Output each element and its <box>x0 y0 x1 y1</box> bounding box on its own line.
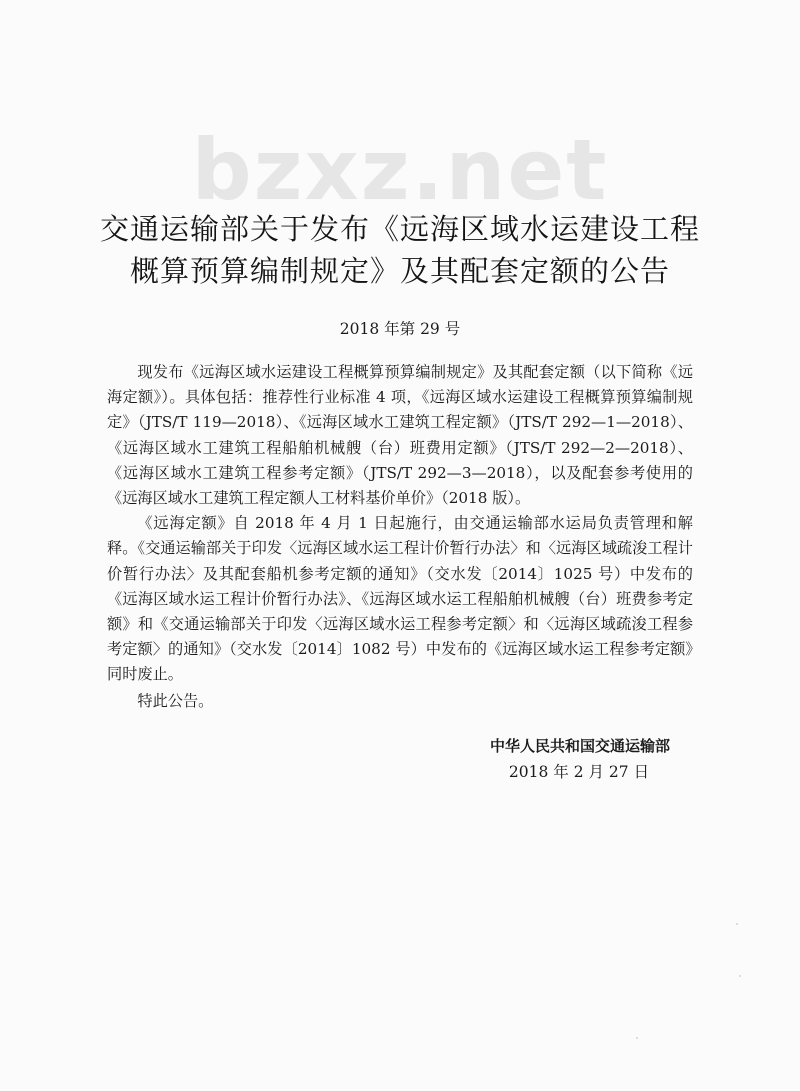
announcement-body <box>107 360 693 714</box>
paragraph-scope: 现发布《远海区域水运建设工程概算预算编制规定》及其配套定额（以下简称《远海定额》）。具体包括：推荐性行业标准 4 项，《远海区域水运建设工程概算预算编制规定》（JTS/T 119—2018）、《远海区域水工建筑工程定额》（JTS/T 292—1—2018）、《远海区域水工建筑工程船舶机械艘（台）班费用定额》（JTS/T 292—2—2018）、《远海区域水工建筑工程参考定额》（JTS/T 292—3—2018），以及配套参考使用的《远海区域水工建筑工程定额人工材料基价单价》（2018 版）。 <box>107 363 693 508</box>
signature-block <box>400 733 700 785</box>
scan-speck <box>636 1037 638 1039</box>
title-line-2: 概算预算编制规定》及其配套定额的公告 <box>129 254 670 288</box>
paragraph-closing: 特此公告。 <box>137 691 214 710</box>
announcement-title <box>0 208 800 292</box>
scan-speck <box>739 975 741 977</box>
issuing-authority: 中华人民共和国交通运输部 <box>489 737 670 755</box>
scan-speck <box>736 923 738 925</box>
title-line-1: 交通运输部关于发布《远海区域水运建设工程 <box>99 212 700 246</box>
watermark-logo: bzxz.net <box>191 121 609 219</box>
paragraph-effective-date: 《远海定额》自 2018 年 4 月 1 日起施行，由交通运输部水运局负责管理和解释。《交通运输部关于印发〈远海区域水运工程计价暂行办法〉和〈远海区域疏浚工程计价暂行办法〉及其配套船机参考定额的通知》（交水发〔2014〕1025 号）中发布的《远海区域水运工程计价暂行办法》、《远海区域水运工程船舶机械艘（台）班费参考定额》和《交通运输部关于印发〈远海区域水运工程参考定额〉和〈远海区域疏浚工程参考定额〉的通知》（交水发〔2014〕1082 号）中发布的《远海区域水运工程参考定额》同时废止。 <box>107 514 693 684</box>
document-number: 2018 年第 29 号 <box>339 320 461 338</box>
issue-date: 2018 年 2 月 27 日 <box>508 763 650 781</box>
